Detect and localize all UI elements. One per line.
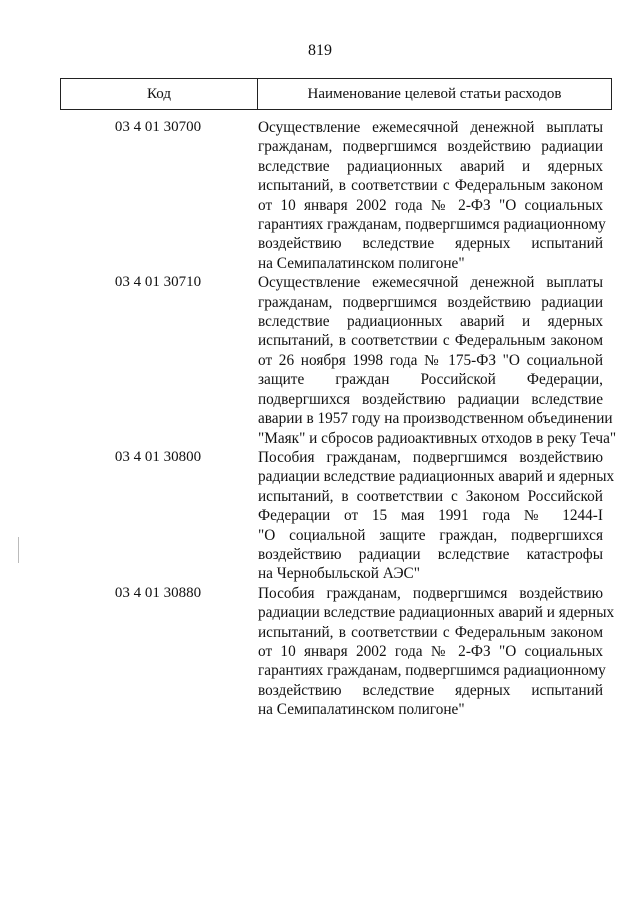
description-line: аварии в 1957 году на производственном объединении — [258, 410, 613, 428]
row-code: 03 4 01 30880 — [114, 584, 202, 601]
description-line: воздействию радиации вследствие катастрофы — [258, 545, 603, 563]
description-line: радиации вследствие радиационных аварий и ядерных — [258, 468, 615, 486]
table-row — [60, 584, 615, 720]
description-line: испытаний, в соответствии с Федеральным законом — [258, 623, 603, 641]
description-line: "Маяк" и сбросов радиоактивных отходов в реку Теча" — [258, 429, 617, 447]
row-code: 03 4 01 30710 — [114, 274, 202, 291]
description-line: на Семипалатинском полигоне" — [258, 701, 465, 719]
description-line: радиации вследствие радиационных аварий и ядерных — [258, 604, 615, 622]
description-line: воздействию вследствие ядерных испытаний — [258, 681, 603, 699]
row-code: 03 4 01 30700 — [114, 119, 202, 135]
description-line: от 10 января 2002 года № 2-ФЗ "О социальных — [258, 642, 603, 660]
margin-mark — [18, 537, 19, 563]
description-line: на Чернобыльской АЭС" — [258, 565, 420, 583]
description-line: защите граждан Российской Федерации, — [258, 371, 603, 389]
description-line: "О социальной защите граждан, подвергшихся — [258, 526, 603, 544]
description-line: гарантиях гражданам, подвергшимся радиационному — [258, 216, 606, 234]
table-header — [60, 78, 612, 110]
description-line: от 10 января 2002 года № 2-ФЗ "О социальных — [258, 196, 603, 214]
table-body — [60, 118, 617, 720]
row-description — [258, 448, 615, 584]
description-line: воздействию вследствие ядерных испытаний — [258, 235, 603, 253]
description-line: Пособия гражданам, подвергшимся воздействию — [258, 584, 603, 602]
row-code: 03 4 01 30800 — [114, 448, 202, 465]
description-line: вследствие радиационных аварий и ядерных — [258, 157, 603, 175]
description-line: вследствие радиационных аварий и ядерных — [258, 313, 603, 331]
description-line: гражданам, подвергшимся воздействию радиации — [258, 293, 603, 311]
description-line: Федерации от 15 мая 1991 года № 1244-I — [258, 507, 603, 525]
table-row — [60, 118, 612, 273]
description-line: испытаний, в соответствии с Законом Российской — [258, 487, 603, 505]
row-description — [258, 584, 615, 720]
description-line: испытаний, в соответствии с Федеральным законом — [258, 177, 603, 195]
description-line: гарантиях гражданам, подвергшимся радиационному — [258, 662, 606, 680]
header-name: Наименование целевой статьи расходов — [307, 85, 562, 102]
page-number: 819 — [308, 42, 332, 59]
row-description — [258, 273, 617, 448]
description-line: подвергшихся воздействию радиации вследствие — [258, 390, 603, 408]
header-code: Код — [61, 79, 258, 109]
table-row — [60, 273, 617, 448]
description-line: Пособия гражданам, подвергшимся воздействию — [258, 448, 603, 466]
description-line: на Семипалатинском полигоне" — [258, 254, 465, 272]
description-line: Осуществление ежемесячной денежной выплаты — [258, 119, 603, 136]
description-line: Осуществление ежемесячной денежной выплаты — [258, 274, 603, 292]
description-line: испытаний, в соответствии с Федеральным законом — [258, 332, 603, 350]
row-description — [258, 118, 606, 273]
description-line: от 26 ноября 1998 года № 175-ФЗ "О социальной — [258, 351, 603, 369]
description-line: гражданам, подвергшимся воздействию радиации — [258, 138, 603, 156]
table-row — [60, 448, 615, 584]
